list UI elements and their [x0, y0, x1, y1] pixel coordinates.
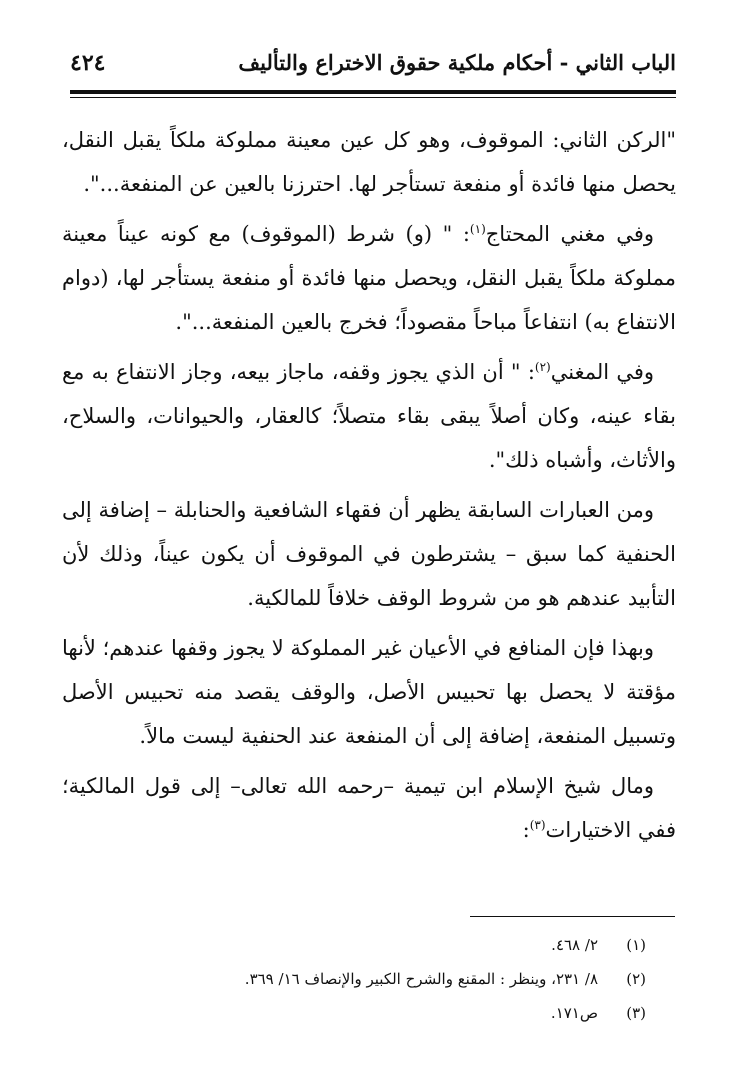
paragraph-2-body: : " (و) شرط (الموقوف) مع كونه عيناً معينة مملوكة ملكاً يقبل النقل، ويحصل منها فائدة أو منفعة يستأجر لها، (دوام الانتفاع به) انتفاعاً مباحاً مقصوداً؛ فخرج بالعين المنفعة...". [62, 222, 676, 334]
header-rule-thick [70, 90, 676, 94]
footnote-3 [70, 996, 646, 1030]
paragraph-2-lead: وفي مغني المحتاج [485, 222, 654, 246]
paragraph-2 [62, 212, 676, 344]
footnote-text: ص١٧١. [550, 1004, 598, 1022]
footnote-number: (١) [626, 936, 646, 954]
page-header [70, 40, 676, 90]
header-rule-thin [70, 97, 676, 98]
paragraph-3-body: : " أن الذي يجوز وقفه، ماجاز بيعه، وجاز الانتفاع به مع بقاء عينه، وكان أصلاً يبقى بقاء متصلاً؛ كالعقار، والحيوانات، والسلاح، والأثاث، وأشباه ذلك". [62, 360, 676, 472]
paragraph-3-lead: وفي المغني [550, 360, 655, 384]
footnote-text: ٨/ ٢٣١، وينظر : المقنع والشرح الكبير والإنصاف ١٦/ ٣٦٩. [244, 970, 598, 988]
paragraph-6-tail: : [522, 818, 530, 842]
footnote-ref-2: (٢) [534, 360, 551, 374]
main-text [62, 118, 676, 858]
paragraph-5: وبهذا فإن المنافع في الأعيان غير المملوكة لا يجوز وقفها عندهم؛ لأنها مؤقتة لا يحصل بها تحبيس الأصل، والوقف يقصد منه تحبيس الأصل وتسبيل المنفعة، إضافة إلى أن المنفعة عند الحنفية ليست مالاً. [62, 636, 676, 748]
footnote-1 [70, 928, 646, 962]
footnote-separator [470, 916, 675, 917]
footnote-2 [70, 962, 646, 996]
footnote-ref-1: (١) [469, 222, 486, 236]
footnote-number: (٣) [626, 1004, 646, 1022]
paragraph-6-lead: ومال شيخ الإسلام ابن تيمية –رحمه الله تعالى– إلى قول المالكية؛ ففي الاختيارات [62, 774, 676, 842]
footnote-number: (٢) [626, 970, 646, 988]
footnote-text: ٢/ ٤٦٨. [551, 936, 598, 954]
page-number: ٤٢٤ [70, 50, 106, 76]
footnote-ref-3: (٣) [529, 818, 546, 832]
footnotes [70, 928, 646, 1030]
paragraph-1: "الركن الثاني: الموقوف، وهو كل عين معينة مملوكة ملكاً يقبل النقل، يحصل منها فائدة أو منفعة تستأجر لها. احترزنا بالعين عن المنفعة...". [62, 128, 676, 196]
paragraph-6 [62, 764, 676, 852]
chapter-title: الباب الثاني - أحكام ملكية حقوق الاختراع والتأليف [238, 50, 676, 75]
paragraph-4: ومن العبارات السابقة يظهر أن فقهاء الشافعية والحنابلة – إضافة إلى الحنفية كما سبق – يشترطون في الموقوف أن يكون عيناً، وذلك لأن التأبيد عندهم هو من شروط الوقف خلافاً للمالكية. [62, 498, 676, 610]
paragraph-3 [62, 350, 676, 482]
